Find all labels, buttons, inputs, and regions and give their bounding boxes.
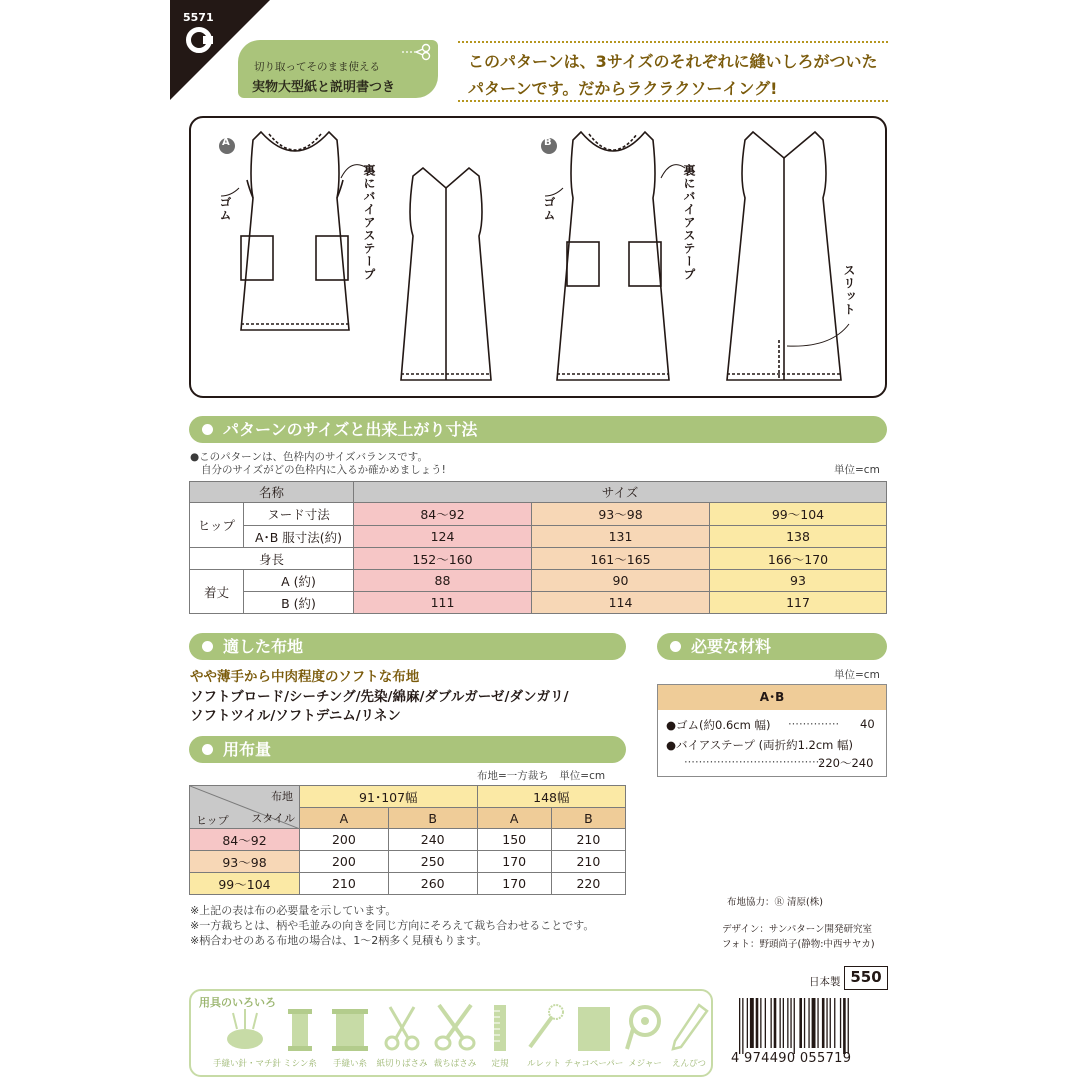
size-note-2: 自分のサイズがどの色枠内に入るか確かめましょう! xyxy=(201,464,446,476)
fabric-lead: やや薄手から中肉程度のソフトな布地 xyxy=(190,669,420,685)
barcode-bar xyxy=(780,998,781,1048)
yardage-cell: 200 xyxy=(300,851,389,873)
size-cell: 131 xyxy=(532,526,710,548)
size-cell: 161〜165 xyxy=(532,548,710,570)
barcode-bar xyxy=(771,998,772,1048)
made-in-label: 日本製 xyxy=(809,976,841,988)
yardage-cell: 210 xyxy=(551,851,625,873)
size-cell: 84〜92 xyxy=(354,503,532,526)
yardage-note: 布地=一方裁ち 単位=cm xyxy=(477,770,606,782)
garment-illustration xyxy=(189,116,887,398)
tool-label: チャコペーパー xyxy=(564,1059,624,1069)
barcode-bar xyxy=(787,998,788,1048)
design-credit: デザイン：サンパターン開発研究室 xyxy=(722,924,873,935)
fabric-scissors-icon xyxy=(433,1003,477,1053)
barcode-bar xyxy=(742,998,743,1054)
tool-label: えんぴつ xyxy=(671,1059,706,1069)
tool-label: 手縫い針・マチ針 xyxy=(213,1059,282,1069)
price-box: 550 xyxy=(844,966,888,990)
yardage-cell: 170 xyxy=(477,851,551,873)
yardage-width2: 148幅 xyxy=(477,786,625,808)
tools-title: 用具のいろいろ xyxy=(199,996,276,1009)
thread-spool-icon xyxy=(278,1003,322,1053)
materials-dots2: ······································ xyxy=(684,755,823,769)
tool-label: 手縫い糸 xyxy=(332,1059,367,1069)
yardage-cell: 250 xyxy=(388,851,477,873)
materials-section-title: 必要な材料 xyxy=(657,633,887,660)
materials-item1: ●ゴム(約0.6cm 幅) xyxy=(666,718,771,732)
badge-line1: 切り取ってそのまま使える xyxy=(254,61,380,73)
size-cell: 124 xyxy=(354,526,532,548)
pencil-icon xyxy=(667,1003,711,1053)
tool-paper-scissors xyxy=(376,1003,428,1073)
yardage-hip: 84〜92 xyxy=(190,829,300,851)
size-group-length: 着丈 xyxy=(190,570,244,614)
yardage-footnote3: ※柄合わせのある布地の場合は、1〜2柄多く見積もります。 xyxy=(190,934,488,947)
barcode-bar xyxy=(774,998,777,1048)
size-note-1: ●このパターンは、色枠内のサイズバランスです。 xyxy=(190,451,428,463)
size-section-title: パターンのサイズと出来上がり寸法 xyxy=(189,416,887,443)
yardage-style-a: A xyxy=(300,808,389,829)
size-cell: 138 xyxy=(710,526,887,548)
barcode-bar xyxy=(783,998,784,1048)
yardage-cell: 150 xyxy=(477,829,551,851)
materials-unit: 単位=cm xyxy=(834,669,880,681)
barcode-bar xyxy=(843,998,846,1054)
tagline-line1: このパターンは、3サイズのそれぞれに縫いしろがついた xyxy=(468,52,878,71)
hand-thread-icon xyxy=(328,1003,372,1053)
tool-pincushion xyxy=(213,1003,282,1073)
size-cell: 88 xyxy=(354,570,532,592)
barcode-bar xyxy=(848,998,849,1054)
barcode-bar xyxy=(808,998,809,1048)
tools-panel xyxy=(189,989,713,1077)
chalk-paper-icon xyxy=(572,1003,616,1053)
barcode-number: 4 974490 055719 xyxy=(731,1051,852,1066)
badge-line2: 実物大型紙と説明書つき xyxy=(252,80,396,95)
slit-label: スリット xyxy=(842,264,856,316)
corner-style: スタイル xyxy=(251,812,295,825)
corner-triangle xyxy=(0,0,270,100)
size-cell: 93〜98 xyxy=(532,503,710,526)
brand-logo-icon xyxy=(186,27,212,53)
tracing-wheel-icon xyxy=(522,1003,566,1053)
materials-header: A･B xyxy=(658,685,886,710)
yardage-section-title: 用布量 xyxy=(189,736,626,763)
fabric-cooperation: 布地協力：Ⓡ 清原(株) xyxy=(727,897,823,908)
yardage-cell: 220 xyxy=(551,873,625,895)
fabric-list-line1: ソフトブロード/シーチング/先染/綿麻/ダブルガーゼ/ダンガリ/ xyxy=(190,689,569,705)
yardage-footnote1: ※上記の表は布の必要量を示しています。 xyxy=(190,904,397,917)
garment-drawings xyxy=(191,118,889,400)
size-row-garment: A･B 服寸法(約) xyxy=(244,526,354,548)
size-cell: 117 xyxy=(710,592,887,614)
tool-label: 定規 xyxy=(491,1059,509,1069)
barcode-bar xyxy=(756,998,759,1048)
yardage-cell: 210 xyxy=(300,873,389,895)
corner-fabric: 布地 xyxy=(271,790,293,803)
size-cell: 152〜160 xyxy=(354,548,532,570)
tool-pencil xyxy=(663,1003,715,1073)
fabric-list-line2: ソフトツイル/ソフトデニム/リネン xyxy=(190,708,401,724)
barcode-bar xyxy=(790,998,791,1048)
barcode-icon xyxy=(731,995,885,1057)
barcode-bar xyxy=(747,998,748,1048)
tool-label: メジャー xyxy=(628,1059,662,1069)
materials-dots1: ·············· xyxy=(788,717,840,731)
bias-tape-label-a: 裏にバイアステープ xyxy=(362,164,376,281)
barcode-bar xyxy=(794,998,795,1054)
pattern-number: 5571 xyxy=(183,11,214,24)
tagline-line2: パターンです。だからラクラクソーイング! xyxy=(468,79,778,98)
size-cell: 99〜104 xyxy=(710,503,887,526)
size-cell: 93 xyxy=(710,570,887,592)
size-group-hip: ヒップ xyxy=(190,503,244,548)
size-row-len-a: A (約) xyxy=(244,570,354,592)
yardage-cell: 260 xyxy=(388,873,477,895)
yardage-corner xyxy=(190,786,300,829)
pincushion-icon xyxy=(223,1003,267,1053)
ruler-icon xyxy=(478,1003,522,1053)
size-cell: 166〜170 xyxy=(710,548,887,570)
barcode-bar xyxy=(817,998,818,1048)
barcode-bar xyxy=(840,998,841,1048)
yardage-width1: 91･107幅 xyxy=(300,786,478,808)
label-a: A xyxy=(222,137,230,148)
barcode-bar xyxy=(822,998,825,1048)
size-cell: 114 xyxy=(532,592,710,614)
materials-item2-value: 220〜240 xyxy=(818,756,874,770)
tool-label: ミシン糸 xyxy=(283,1059,317,1069)
size-row-nude: ヌード寸法 xyxy=(244,503,354,526)
tool-label: ルレット xyxy=(527,1059,561,1069)
tape-measure-icon xyxy=(623,1003,667,1053)
yardage-cell: 170 xyxy=(477,873,551,895)
scissors-icon xyxy=(402,42,432,62)
size-row-height: 身長 xyxy=(190,548,354,570)
barcode-bar xyxy=(826,998,827,1048)
yardage-style-b: B xyxy=(551,808,625,829)
yardage-cell: 210 xyxy=(551,829,625,851)
yardage-table xyxy=(189,785,626,895)
photo-credit: フォト：野頭尚子(静物:中西サヤカ) xyxy=(722,939,875,950)
tool-hand-thread xyxy=(324,1003,376,1073)
barcode-bar xyxy=(765,998,766,1048)
barcode-bar xyxy=(834,998,835,1048)
size-table xyxy=(189,481,887,614)
elastic-label-a: ゴム xyxy=(218,196,232,222)
barcode-bar xyxy=(812,998,816,1048)
size-col-size: サイズ xyxy=(354,482,887,503)
yardage-style-b: B xyxy=(388,808,477,829)
barcode-bar xyxy=(760,998,761,1048)
materials-item2: ●バイアステープ (両折約1.2cm 幅) xyxy=(666,738,854,752)
tool-label: 紙切りばさみ xyxy=(376,1059,428,1069)
fabric-section-title: 適した布地 xyxy=(189,633,626,660)
bias-tape-label-b: 裏にバイアステープ xyxy=(682,164,696,281)
label-b: B xyxy=(544,137,552,148)
barcode-bar xyxy=(830,998,831,1048)
yardage-hip: 99〜104 xyxy=(190,873,300,895)
materials-box xyxy=(657,684,887,777)
tagline-box xyxy=(458,41,888,102)
barcode-bar xyxy=(750,998,754,1048)
barcode-bar xyxy=(739,998,740,1054)
size-unit: 単位=cm xyxy=(834,464,880,476)
yardage-cell: 200 xyxy=(300,829,389,851)
elastic-label-b: ゴム xyxy=(542,196,556,222)
tool-label: 裁ちばさみ xyxy=(433,1059,477,1069)
yardage-footnote2: ※一方裁ちとは、柄や毛並みの向きを同じ方向にそろえて裁ち合わせることです。 xyxy=(190,919,595,932)
size-cell: 90 xyxy=(532,570,710,592)
barcode-bar xyxy=(799,998,802,1048)
corner-hip: ヒップ xyxy=(196,814,229,827)
paper-scissors-icon xyxy=(380,1003,424,1053)
size-row-len-b: B (約) xyxy=(244,592,354,614)
size-col-name: 名称 xyxy=(190,482,354,503)
yardage-cell: 240 xyxy=(388,829,477,851)
barcode-bar xyxy=(804,998,805,1048)
yardage-style-a: A xyxy=(477,808,551,829)
size-cell: 111 xyxy=(354,592,532,614)
yardage-hip: 93〜98 xyxy=(190,851,300,873)
materials-item1-value: 40 xyxy=(860,717,875,731)
